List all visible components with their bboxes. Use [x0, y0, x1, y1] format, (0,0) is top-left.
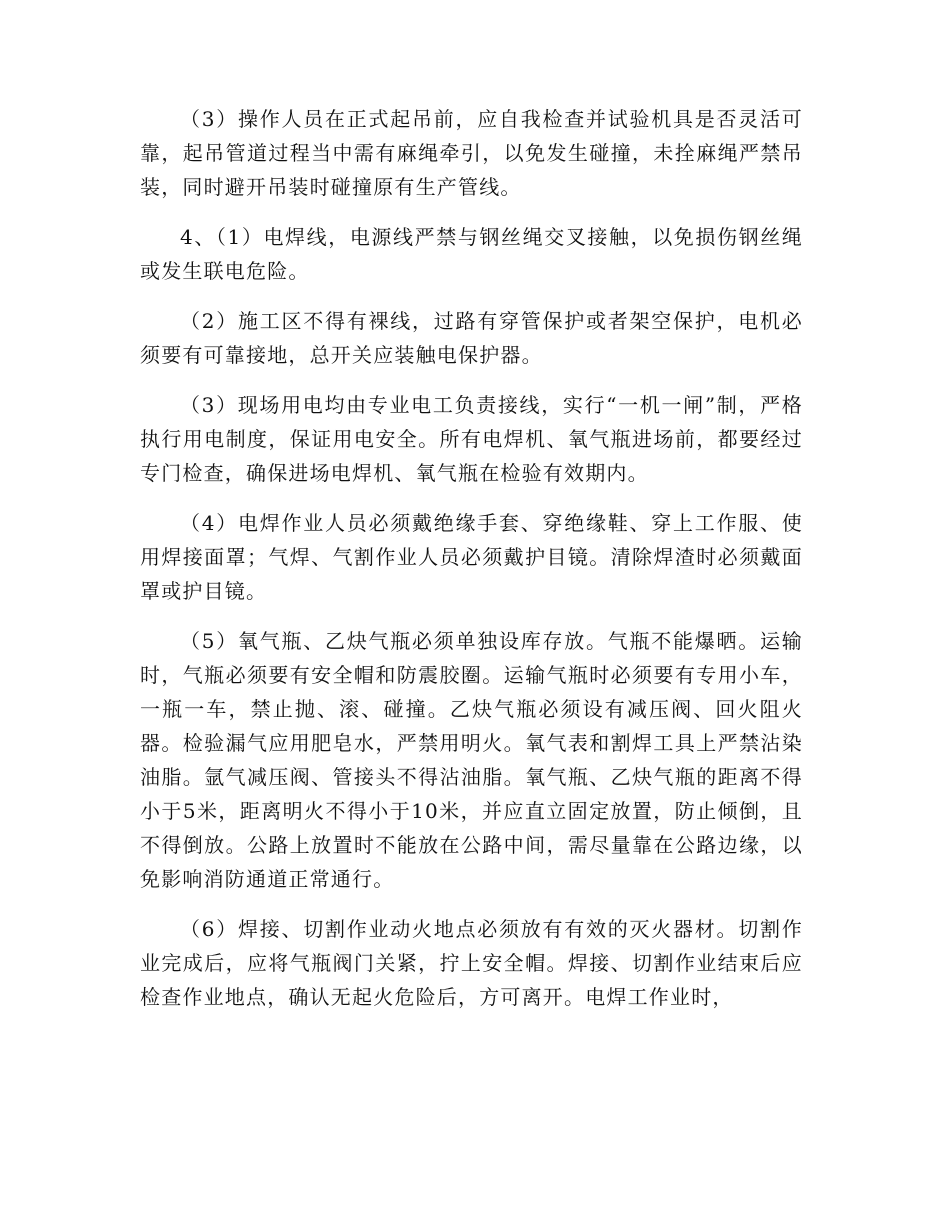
document-page — [140, 102, 803, 1030]
paragraph-no-bare-wire: （2）施工区不得有裸线，过路有穿管保护或者架空保护，电机必须要有可靠接地，总开关应装触电保护器。 — [140, 309, 803, 367]
paragraph-fire-equipment: （6）焊接、切割作业动火地点必须放有有效的灭火器材。切割作业完成后，应将气瓶阀门关紧，拧上安全帽。焊接、切割作业结束后应检查作业地点，确认无起火危险后，方可离开。电焊工作业时， — [140, 917, 803, 1009]
paragraph-gas-cylinders: （5）氧气瓶、乙炔气瓶必须单独设库存放。气瓶不能爆晒。运输时，气瓶必须要有安全帽和防震胶圈。运输气瓶时必须要有专用小车，一瓶一车，禁止抛、滚、碰撞。乙炔气瓶必须设有减压阀、回火阻火器。检验漏气应用肥皂水，严禁用明火。氧气表和割焊工具上严禁沾染油脂。氩气减压阀、管接头不得沾油脂。氧气瓶、乙炔气瓶的距离不得小于5米，距离明火不得小于10米，并应直立固定放置，防止倾倒，且不得倒放。公路上放置时不能放在公路中间，需尽量靠在公路边缘，以免影响消防通道正常通行。 — [140, 629, 803, 891]
paragraph-electrician-wiring: （3）现场用电均由专业电工负责接线，实行“一机一闸”制，严格执行用电制度，保证用电安全。所有电焊机、氧气瓶进场前，都要经过专门检查，确保进场电焊机、氧气瓶在检验有效期内。 — [140, 393, 803, 485]
paragraph-lifting-inspection: （3）操作人员在正式起吊前，应自我检查并试验机具是否灵活可靠，起吊管道过程当中需有麻绳牵引，以免发生碰撞，未拴麻绳严禁吊装，同时避开吊装时碰撞原有生产管线。 — [140, 107, 803, 199]
paragraph-protective-gear: （4）电焊作业人员必须戴绝缘手套、穿绝缘鞋、穿上工作服、使用焊接面罩；气焊、气割作业人员必须戴护目镜。清除焊渣时必须戴面罩或护目镜。 — [140, 511, 803, 603]
paragraph-welding-wire: 4、（1）电焊线，电源线严禁与钢丝绳交叉接触，以免损伤钢丝绳或发生联电危险。 — [140, 225, 803, 283]
